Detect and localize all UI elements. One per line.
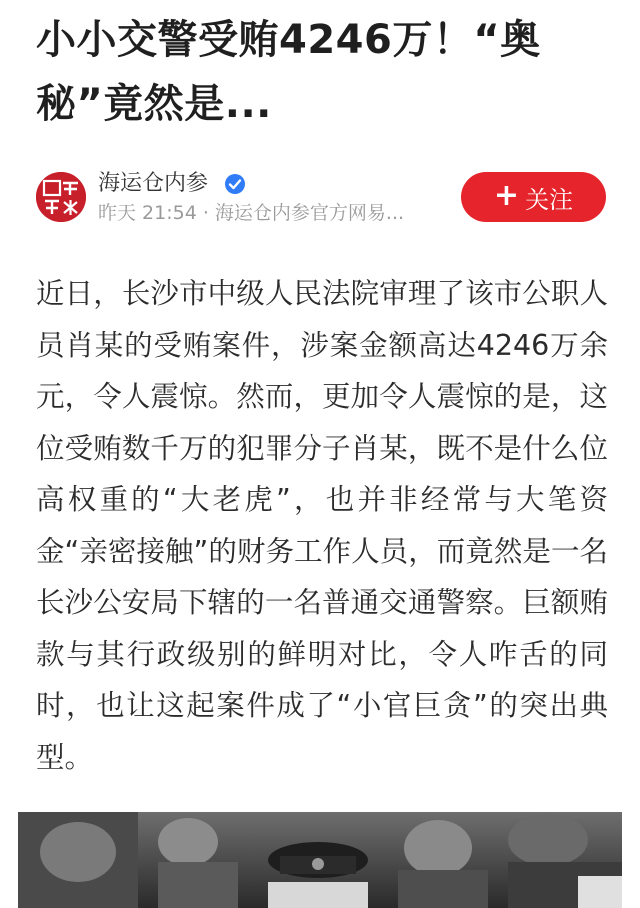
- photo-placeholder-icon: [18, 812, 622, 908]
- author-name[interactable]: 海运仓内参: [98, 171, 209, 196]
- article-paragraph: 近日，长沙市中级人民法院审理了该市公职人员肖某的受贿案件，涉案金额高达4246万余元，令人震惊。然而，更加令人震惊的是，这位受贿数千万的犯罪分子肖某，既不是什么位高权重的“大老虎”，也并非经常与大笔资金“亲密接触”的财务工作人员，而竟然是一名长沙公安局下辖的一名普通交通警察。巨额贿款与其行政级别的鲜明对比，令人咋舌的同时，也让这起案件成了“小官巨贪”的突出典型。: [36, 277, 608, 774]
- article-photo[interactable]: [18, 812, 622, 908]
- follow-button[interactable]: [461, 172, 606, 222]
- follow-label: 关注: [525, 185, 574, 214]
- article-title: 小小交警受贿4246万！“奥秘”竟然是...: [36, 17, 541, 127]
- publish-meta: 昨天 21:54 · 海运仓内参官方网易...: [98, 202, 405, 224]
- logo-avatar-icon: [36, 172, 86, 222]
- verified-badge-icon: [224, 173, 246, 195]
- plus-icon: +: [493, 178, 520, 213]
- author-row: [36, 170, 608, 226]
- author-avatar[interactable]: [36, 172, 86, 222]
